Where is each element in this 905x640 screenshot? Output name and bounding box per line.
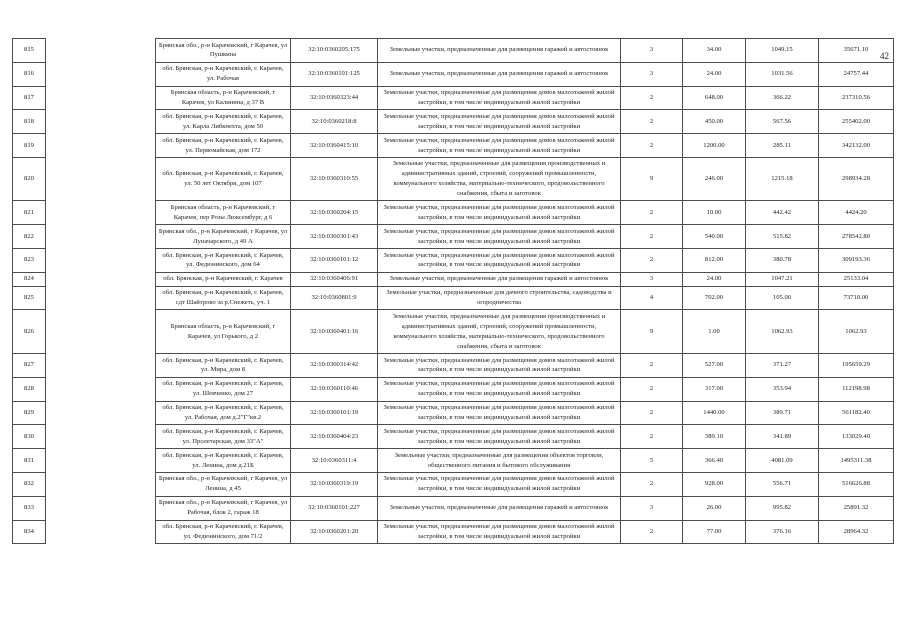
row-number-cell: 824 [13,272,46,286]
gap-spacer [46,472,156,496]
land-parcels-table [12,38,894,544]
cadastral-rate-cell: 442.42 [746,201,819,225]
row-number-cell: 828 [13,377,46,401]
total-value-cell: 561182.40 [819,401,894,425]
category-code-cell: 9 [621,310,683,354]
category-code-cell: 9 [621,157,683,201]
row-number-cell: 821 [13,201,46,225]
table-row [13,110,894,134]
land-use-description-cell: Земельные участки, предназначенные для размещения домов малоэтажной жилой застройки, в том числе индивидуальной жилой застройки [378,225,621,249]
row-number-cell: 829 [13,401,46,425]
cadastral-number-cell: 32:10:0360311:4 [291,449,378,473]
total-value-cell: 25891.32 [819,496,894,520]
total-value-cell: 1062.93 [819,310,894,354]
table-row [13,310,894,354]
total-value-cell: 25133.04 [819,272,894,286]
category-code-cell: 4 [621,286,683,310]
cadastral-number-cell: 32:10:0360310:55 [291,157,378,201]
area-cell: 702.00 [683,286,746,310]
table-row [13,472,894,496]
category-code-cell: 3 [621,62,683,86]
cadastral-rate-cell: 4081.09 [746,449,819,473]
row-number-cell: 817 [13,86,46,110]
land-use-description-cell: Земельные участки, предназначенные для размещения объектов торговли, общественного питания и бытового обслуживания [378,449,621,473]
table-row [13,134,894,158]
cadastral-number-cell: 32:10:0360314:42 [291,354,378,378]
cadastral-number-cell: 32:10:0360401:16 [291,310,378,354]
total-value-cell: 278542.80 [819,225,894,249]
table-row [13,286,894,310]
land-use-description-cell: Земельные участки, предназначенные для размещения производственных и административных зданий, строений, сооружений промышленности, коммунального хозяйства, материально-технического, продовольственного снабжения, сбыта и заготовок [378,157,621,201]
cadastral-number-cell: 32:10:0360110:46 [291,377,378,401]
address-cell: обл. Брянская, р-н Карачевский, г. Карачев, ул. 50 лет Октября, дом 107 [156,157,291,201]
address-cell: обл. Брянская, р-н Карачевский, г. Карачев, ул. Федюнинского, дом 64 [156,249,291,273]
cadastral-number-cell: 32:10:0360101:19 [291,401,378,425]
cadastral-number-cell: 32:10:0360205:175 [291,39,378,63]
cadastral-number-cell: 32:10:0360101:125 [291,62,378,86]
land-use-description-cell: Земельные участки, предназначенные для размещения домов малоэтажной жилой застройки, в том числе индивидуальной жилой застройки [378,249,621,273]
category-code-cell: 2 [621,110,683,134]
cadastral-rate-cell: 353.94 [746,377,819,401]
table-row [13,201,894,225]
total-value-cell: 28964.32 [819,520,894,544]
total-value-cell: 35671.10 [819,39,894,63]
gap-spacer [46,225,156,249]
address-cell: обл. Брянская, р-н Карачевский, г. Карачев [156,272,291,286]
table-row [13,377,894,401]
gap-spacer [46,157,156,201]
cadastral-rate-cell: 515.82 [746,225,819,249]
address-cell: обл. Брянская, р-н Карачевский, г. Карачев, ул. Пролетарская, дом 33"А" [156,425,291,449]
cadastral-rate-cell: 376.16 [746,520,819,544]
address-cell: обл. Брянская, р-н Карачевский, г. Карачев, ул. Первомайская, дом 172 [156,134,291,158]
address-cell: Брянская обл., р-н Карачевский, г Карачев, ул Ленина, д 45 [156,472,291,496]
cadastral-number-cell: 32:10:0360406:91 [291,272,378,286]
row-number-cell: 822 [13,225,46,249]
land-use-description-cell: Земельные участки, предназначенные для размещения гаражей и автостоянок [378,272,621,286]
gap-spacer [46,86,156,110]
address-cell: обл. Брянская, р-н Карачевский, г. Карачев, ул. Карла Либкнехта, дом 50 [156,110,291,134]
category-code-cell: 2 [621,225,683,249]
land-use-description-cell: Земельные участки, предназначенные для размещения домов малоэтажной жилой застройки, в том числе индивидуальной жилой застройки [378,201,621,225]
cadastral-rate-cell: 371.27 [746,354,819,378]
category-code-cell: 2 [621,472,683,496]
total-value-cell: 309193.36 [819,249,894,273]
total-value-cell: 255402.00 [819,110,894,134]
area-cell: 1200.00 [683,134,746,158]
area-cell: 928.00 [683,472,746,496]
address-cell: обл. Брянская, р-н Карачевский, г. Карачев, ул. Рабочая [156,62,291,86]
category-code-cell: 2 [621,520,683,544]
row-number-cell: 819 [13,134,46,158]
table-row [13,449,894,473]
address-cell: обл. Брянская, р-н Карачевский, г. Карачев, ул. Рабочая, дом д.2"Г"кв.2 [156,401,291,425]
area-cell: 812.00 [683,249,746,273]
address-cell: обл. Брянская, р-н Карачевский, г. Карачев, ул. Шевченко, дом 27 [156,377,291,401]
area-cell: 527.00 [683,354,746,378]
total-value-cell: 73710.00 [819,286,894,310]
address-cell: Брянская область, р-н Карачевский, г Карачев, ул Горького, д 2 [156,310,291,354]
land-use-description-cell: Земельные участки, предназначенные для размещения гаражей и автостоянок [378,62,621,86]
table-body [13,39,894,544]
cadastral-number-cell: 32:10:0360404:23 [291,425,378,449]
area-cell: 10.00 [683,201,746,225]
category-code-cell: 5 [621,449,683,473]
cadastral-number-cell: 32:10:0360415:10 [291,134,378,158]
cadastral-rate-cell: 366.22 [746,86,819,110]
table-row [13,425,894,449]
land-use-description-cell: Земельные участки, предназначенные для размещения домов малоэтажной жилой застройки, в том числе индивидуальной жилой застройки [378,401,621,425]
row-number-cell: 831 [13,449,46,473]
address-cell: Брянская область, р-н Карачевский, г Карачев, ул Калинина, д 37 В [156,86,291,110]
gap-spacer [46,201,156,225]
table-row [13,520,894,544]
land-use-description-cell: Земельные участки, предназначенные для размещения домов малоэтажной жилой застройки, в том числе индивидуальной жилой застройки [378,520,621,544]
category-code-cell: 3 [621,39,683,63]
total-value-cell: 237310.56 [819,86,894,110]
table-row [13,272,894,286]
row-number-cell: 830 [13,425,46,449]
total-value-cell: 24757.44 [819,62,894,86]
land-use-description-cell: Земельные участки, предназначенные для размещения гаражей и автостоянок [378,496,621,520]
land-use-description-cell: Земельные участки, предназначенные для размещения производственных и административных зданий, строений, сооружений промышленности, коммунального хозяйства, материально-технического, продовольственного снабжения, сбыта и заготовок [378,310,621,354]
land-use-description-cell: Земельные участки, предназначенные для дачного строительства, садоводства и огородничества [378,286,621,310]
table-row [13,401,894,425]
total-value-cell: 298934.28 [819,157,894,201]
land-use-description-cell: Земельные участки, предназначенные для размещения домов малоэтажной жилой застройки, в том числе индивидуальной жилой застройки [378,110,621,134]
cadastral-number-cell: 32:10:0360319:19 [291,472,378,496]
cadastral-number-cell: 32:10:0360323:44 [291,86,378,110]
row-number-cell: 823 [13,249,46,273]
address-cell: Брянская обл., р-н Карачевский, г Карачев, ул Луначарского, д 49 А [156,225,291,249]
area-cell: 540.00 [683,225,746,249]
area-cell: 1440.00 [683,401,746,425]
table-row [13,157,894,201]
table-row [13,354,894,378]
cadastral-number-cell: 32:10:0360218:8 [291,110,378,134]
row-number-cell: 832 [13,472,46,496]
cadastral-rate-cell: 1031.56 [746,62,819,86]
land-use-description-cell: Земельные участки, предназначенные для размещения гаражей и автостоянок [378,39,621,63]
gap-spacer [46,401,156,425]
gap-spacer [46,425,156,449]
cadastral-rate-cell: 285.11 [746,134,819,158]
cadastral-rate-cell: 567.56 [746,110,819,134]
gap-spacer [46,249,156,273]
page-number: 42 [880,51,889,61]
cadastral-number-cell: 32:10:0360801:9 [291,286,378,310]
category-code-cell: 2 [621,354,683,378]
address-cell: Брянская обл., р-н Карачевский, г Карачев, ул Пушкина [156,39,291,63]
cadastral-rate-cell: 1215.18 [746,157,819,201]
cadastral-rate-cell: 1062.93 [746,310,819,354]
row-number-cell: 825 [13,286,46,310]
area-cell: 1.00 [683,310,746,354]
land-use-description-cell: Земельные участки, предназначенные для размещения домов малоэтажной жилой застройки, в том числе индивидуальной жилой застройки [378,377,621,401]
address-cell: Брянская обл., р-н Карачевский, г Карачев, ул Рабочая, блок 2, гараж 18 [156,496,291,520]
total-value-cell: 4424.20 [819,201,894,225]
row-number-cell: 827 [13,354,46,378]
land-use-description-cell: Земельные участки, предназначенные для размещения домов малоэтажной жилой застройки, в том числе индивидуальной жилой застройки [378,472,621,496]
cadastral-rate-cell: 556.71 [746,472,819,496]
row-number-cell: 818 [13,110,46,134]
gap-spacer [46,496,156,520]
category-code-cell: 2 [621,201,683,225]
category-code-cell: 3 [621,496,683,520]
area-cell: 34.00 [683,39,746,63]
cadastral-rate-cell: 389.71 [746,401,819,425]
cadastral-rate-cell: 105.00 [746,286,819,310]
row-number-cell: 834 [13,520,46,544]
cadastral-rate-cell: 1047.21 [746,272,819,286]
land-use-description-cell: Земельные участки, предназначенные для размещения домов малоэтажной жилой застройки, в том числе индивидуальной жилой застройки [378,425,621,449]
cadastral-rate-cell: 1049.15 [746,39,819,63]
category-code-cell: 2 [621,425,683,449]
row-number-cell: 820 [13,157,46,201]
table-row [13,496,894,520]
total-value-cell: 1495311.38 [819,449,894,473]
gap-spacer [46,286,156,310]
gap-spacer [46,354,156,378]
total-value-cell: 516626.88 [819,472,894,496]
cadastral-number-cell: 32:10:0360204:15 [291,201,378,225]
scanned-document-page [0,38,905,640]
area-cell: 317.00 [683,377,746,401]
category-code-cell: 2 [621,134,683,158]
area-cell: 24.00 [683,62,746,86]
gap-spacer [46,62,156,86]
table-row [13,225,894,249]
cadastral-number-cell: 32:10:0360201:20 [291,520,378,544]
area-cell: 648.00 [683,86,746,110]
address-cell: обл. Брянская, р-н Карачевский, г. Карачев, ул. Мира, дом 8 [156,354,291,378]
area-cell: 24.00 [683,272,746,286]
total-value-cell: 112198.98 [819,377,894,401]
gap-spacer [46,272,156,286]
land-use-description-cell: Земельные участки, предназначенные для размещения домов малоэтажной жилой застройки, в том числе индивидуальной жилой застройки [378,86,621,110]
gap-spacer [46,520,156,544]
land-use-description-cell: Земельные участки, предназначенные для размещения домов малоэтажной жилой застройки, в том числе индивидуальной жилой застройки [378,354,621,378]
area-cell: 246.00 [683,157,746,201]
gap-spacer [46,377,156,401]
address-cell: обл. Брянская, р-н Карачевский, г. Карачев, сдт Шайтрово за р.Снежеть, уч. 1 [156,286,291,310]
table-row [13,62,894,86]
category-code-cell: 2 [621,249,683,273]
cadastral-number-cell: 32:10:0360301:43 [291,225,378,249]
row-number-cell: 816 [13,62,46,86]
table-row [13,249,894,273]
cadastral-number-cell: 32:10:0360101:227 [291,496,378,520]
category-code-cell: 2 [621,86,683,110]
total-value-cell: 342132.00 [819,134,894,158]
cadastral-rate-cell: 341.89 [746,425,819,449]
gap-spacer [46,449,156,473]
total-value-cell: 195659.29 [819,354,894,378]
category-code-cell: 2 [621,401,683,425]
total-value-cell: 133029.40 [819,425,894,449]
area-cell: 366.40 [683,449,746,473]
cadastral-rate-cell: 995.82 [746,496,819,520]
address-cell: Брянская область, р-н Карачевский, г Карачев, пер Розы Люксембург, д 6 [156,201,291,225]
area-cell: 77.00 [683,520,746,544]
land-use-description-cell: Земельные участки, предназначенные для размещения домов малоэтажной жилой застройки, в том числе индивидуальной жилой застройки [378,134,621,158]
row-number-cell: 826 [13,310,46,354]
area-cell: 450.00 [683,110,746,134]
category-code-cell: 2 [621,377,683,401]
table-row [13,86,894,110]
gap-spacer [46,310,156,354]
cadastral-number-cell: 32:10:0360101:12 [291,249,378,273]
category-code-cell: 3 [621,272,683,286]
row-number-cell: 833 [13,496,46,520]
table-row [13,39,894,63]
gap-spacer [46,39,156,63]
gap-spacer [46,110,156,134]
area-cell: 389.10 [683,425,746,449]
cadastral-rate-cell: 380.78 [746,249,819,273]
row-number-cell: 815 [13,39,46,63]
address-cell: обл. Брянская, р-н Карачевский, г. Карачев, ул. Федюнинского, дом 71/2 [156,520,291,544]
gap-spacer [46,134,156,158]
area-cell: 26.00 [683,496,746,520]
address-cell: обл. Брянская, р-н Карачевский, г. Карачев, ул. Ленина, дом д.21Б [156,449,291,473]
